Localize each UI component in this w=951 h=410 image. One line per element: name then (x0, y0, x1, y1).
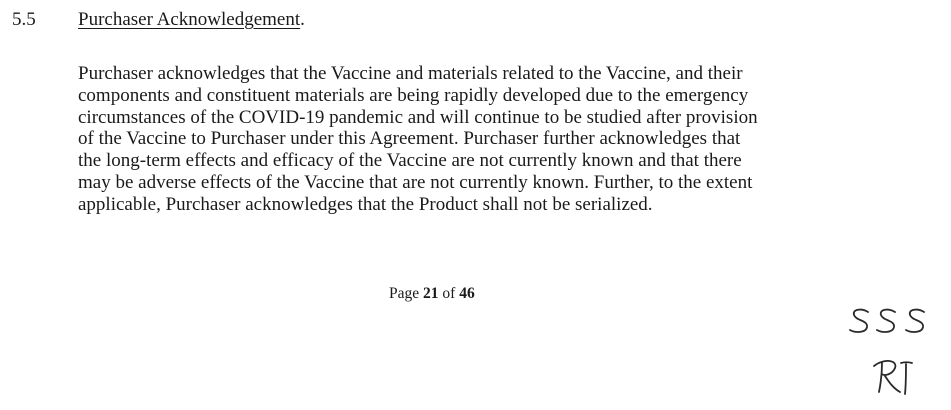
section-title: Purchaser Acknowledgement (78, 9, 301, 30)
section-paragraph (78, 63, 878, 216)
page-label: Page (389, 285, 424, 302)
section-title-period: . (300, 9, 305, 30)
page-separator: of (438, 285, 460, 302)
paragraph-line: circumstances of the COVID-19 pandemic and will continue to be studied after provision (78, 106, 758, 128)
paragraph-line: applicable, Purchaser acknowledges that the Product shall not be serialized. (78, 193, 653, 215)
page-footer (389, 284, 475, 304)
page-total: 46 (459, 285, 475, 302)
section-heading (78, 8, 305, 32)
page-current: 21 (423, 285, 439, 302)
section-number: 5.5 (12, 9, 36, 30)
paragraph-line: may be adverse effects of the Vaccine that are not currently known. Further, to the extent (78, 171, 753, 193)
paragraph-line: Purchaser acknowledges that the Vaccine and materials related to the Vaccine, and their (78, 63, 743, 84)
paragraph-line: the long-term effects and efficacy of the Vaccine are not currently known and that there (78, 150, 742, 172)
initials-ri-mark (874, 361, 912, 394)
paragraph-line: components and constituent materials are being rapidly developed due to the emergency (78, 84, 749, 106)
initials-sss-mark (850, 310, 924, 332)
paragraph-line: of the Vaccine to Purchaser under this Agreement. Purchaser further acknowledges that (78, 128, 741, 150)
handwritten-initials (840, 300, 940, 405)
